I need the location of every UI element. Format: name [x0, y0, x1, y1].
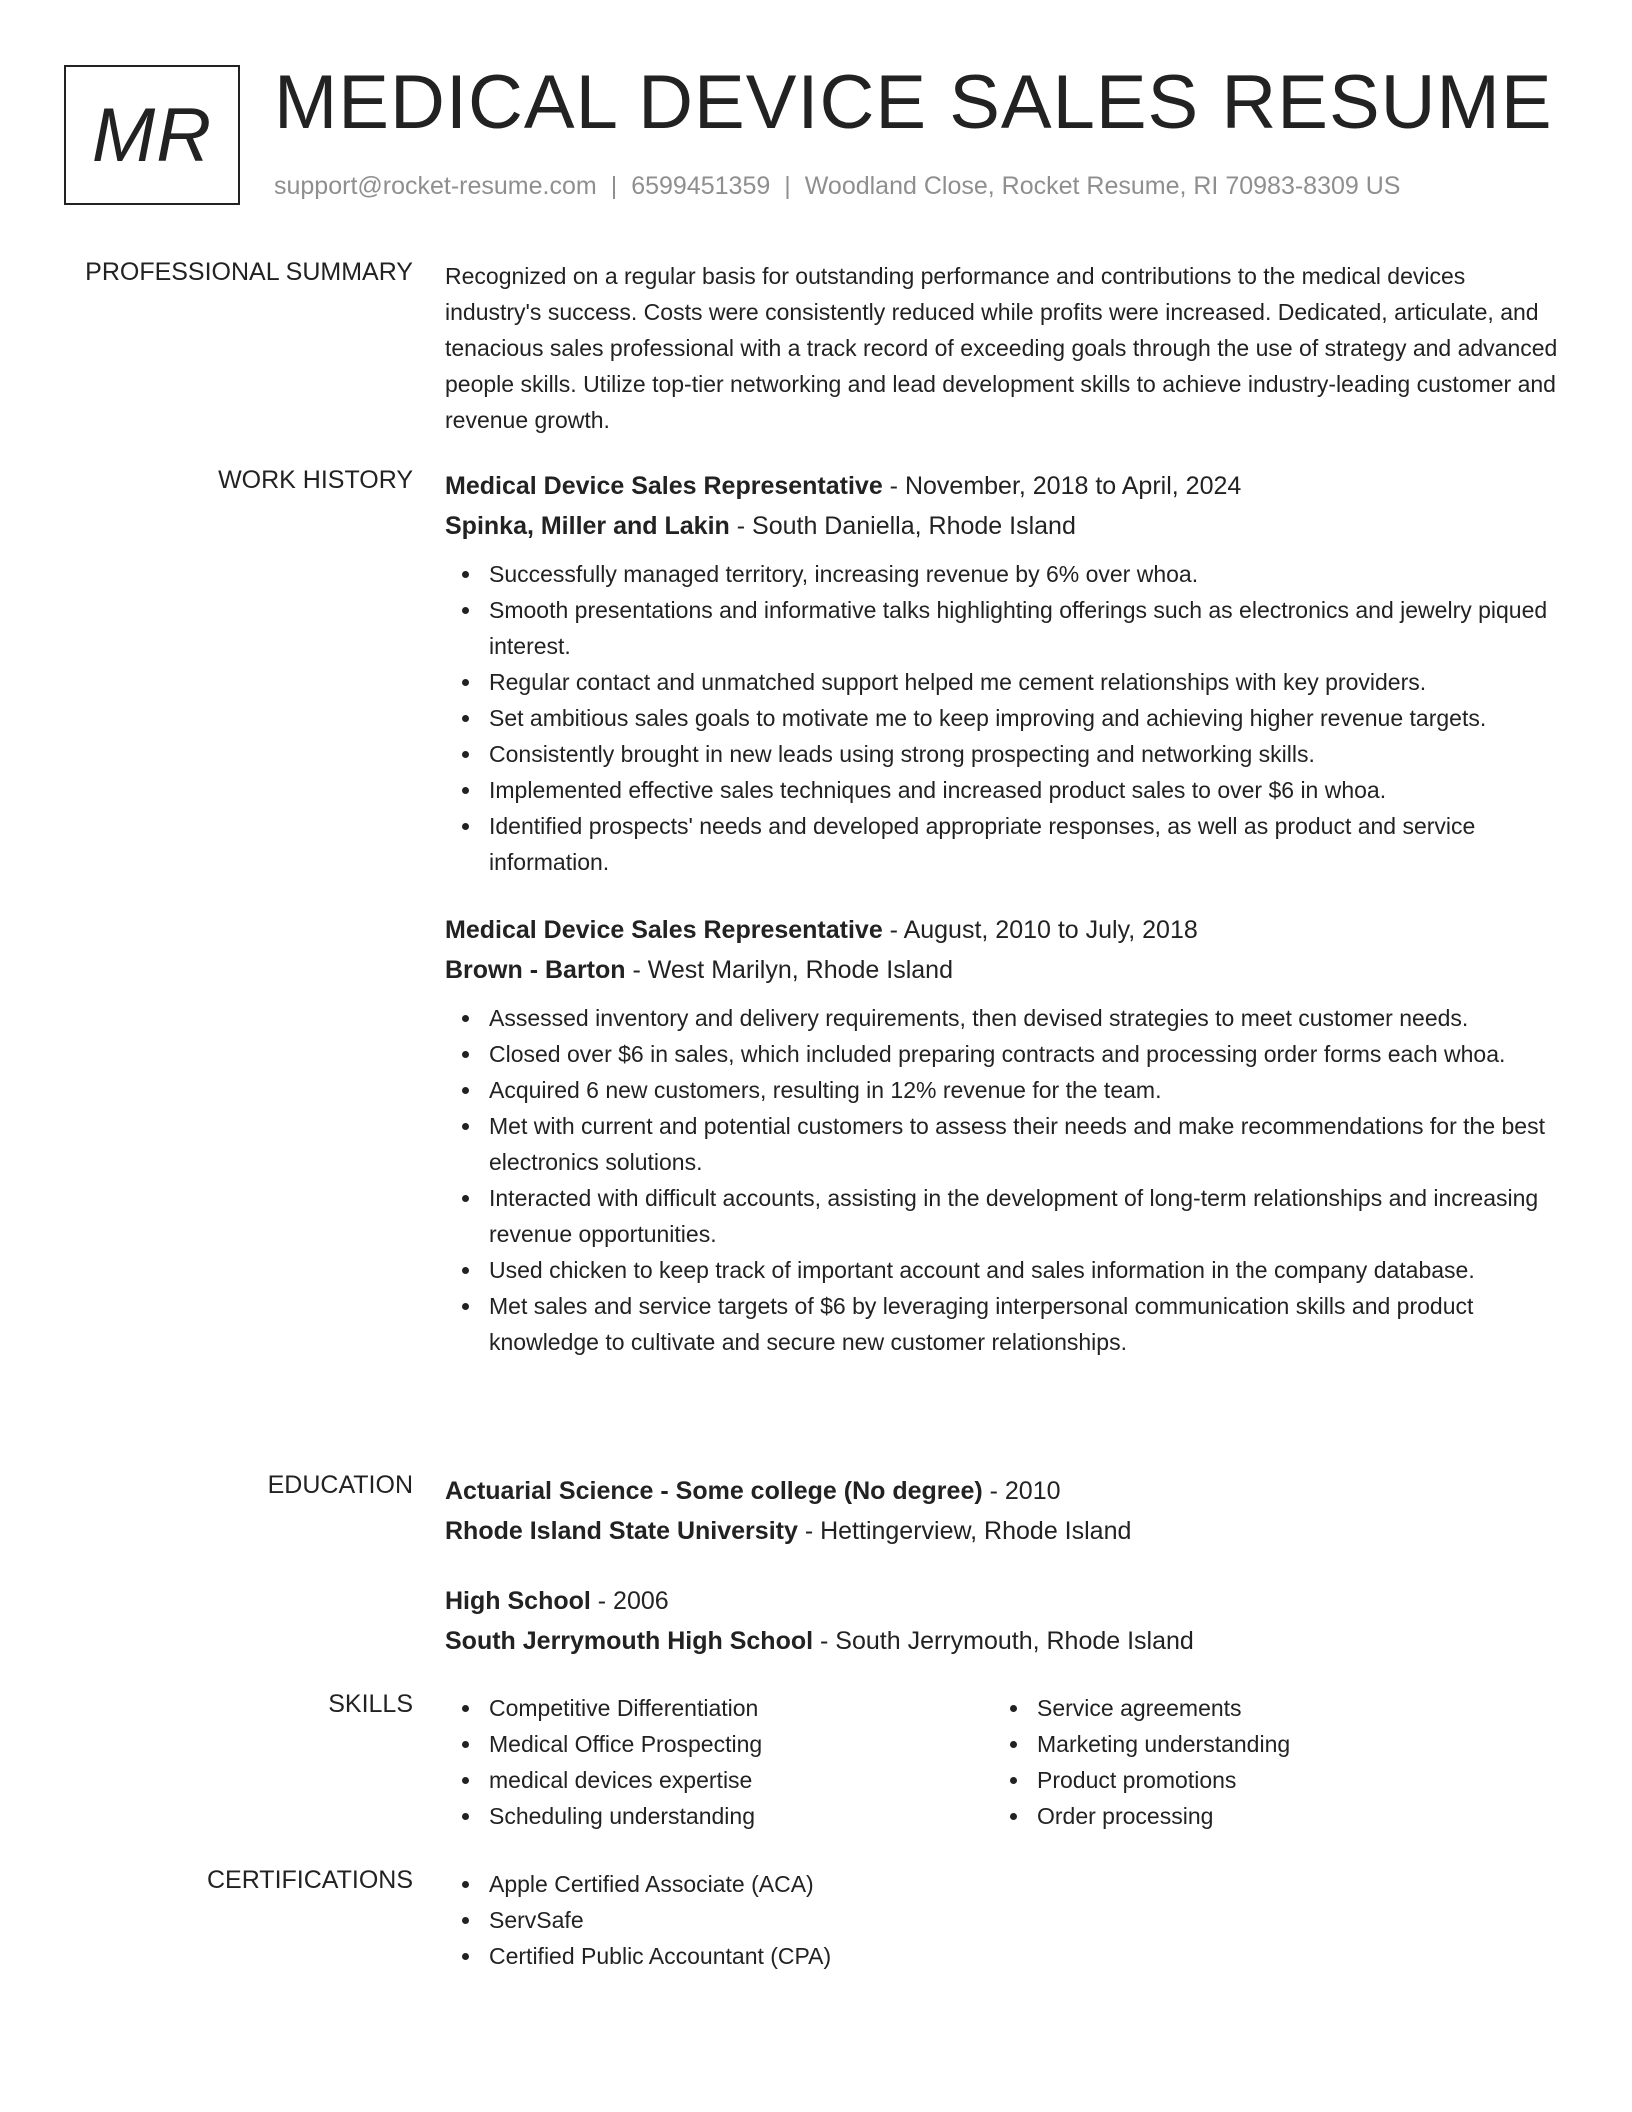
resume-title: MEDICAL DEVICE SALES RESUME [274, 60, 1553, 145]
skills-list [445, 1690, 993, 1834]
education-body [445, 1471, 1565, 1661]
section-label-education: EDUCATION [267, 1471, 413, 1499]
contact-phone[interactable]: 6599451359 [631, 172, 771, 200]
education-location: - Hettingerview, Rhode Island [797, 1517, 1132, 1545]
list-item: ServSafe [489, 1902, 1565, 1938]
list-item: Regular contact and unmatched support helped me cement relationships with key providers. [489, 664, 1565, 700]
contact-separator: | [784, 172, 791, 200]
education-year: - 2010 [982, 1477, 1061, 1505]
contact-line [274, 172, 1400, 201]
job-bullet-list [445, 556, 1565, 880]
skills-body [445, 1690, 1565, 1834]
list-item: Closed over $6 in sales, which included preparing contracts and processing order forms each whoa. [489, 1036, 1565, 1072]
section-label-summary: PROFESSIONAL SUMMARY [85, 258, 413, 286]
list-item: Consistently brought in new leads using strong prospecting and networking skills. [489, 736, 1565, 772]
job-entry [445, 466, 1565, 880]
education-degree-line [445, 1471, 1565, 1511]
job-title-line [445, 910, 1565, 950]
education-school: South Jerrymouth High School [445, 1627, 814, 1655]
job-company: Brown - Barton [445, 956, 626, 984]
certifications-body [445, 1866, 1565, 1974]
list-item: Marketing understanding [1037, 1726, 1541, 1762]
list-item: Competitive Differentiation [489, 1690, 993, 1726]
list-item: Apple Certified Associate (ACA) [489, 1866, 1565, 1902]
education-school-line [445, 1511, 1565, 1551]
education-entry [445, 1581, 1565, 1661]
list-item: Smooth presentations and informative talks highlighting offerings such as electronics and jewelry piqued interest. [489, 592, 1565, 664]
list-item: medical devices expertise [489, 1762, 993, 1798]
section-label-work-history: WORK HISTORY [218, 466, 413, 494]
list-item: Met sales and service targets of $6 by leveraging interpersonal communication skills and product knowledge to cultivate and secure new customer relationships. [489, 1288, 1565, 1360]
job-location: - South Daniella, Rhode Island [729, 512, 1076, 540]
monogram-badge: MR [64, 65, 240, 205]
education-entry [445, 1471, 1565, 1551]
list-item: Used chicken to keep track of important account and sales information in the company database. [489, 1252, 1565, 1288]
list-item: Scheduling understanding [489, 1798, 993, 1834]
skills-columns [445, 1690, 1565, 1834]
education-location: - South Jerrymouth, Rhode Island [813, 1627, 1194, 1655]
list-item: Medical Office Prospecting [489, 1726, 993, 1762]
job-title: Medical Device Sales Representative [445, 916, 883, 944]
skills-list [993, 1690, 1541, 1834]
job-dates: - August, 2010 to July, 2018 [882, 916, 1198, 944]
list-item: Acquired 6 new customers, resulting in 12% revenue for the team. [489, 1072, 1565, 1108]
list-item: Assessed inventory and delivery requirements, then devised strategies to meet customer needs. [489, 1000, 1565, 1036]
education-degree: Actuarial Science - Some college (No degree) [445, 1477, 983, 1505]
contact-separator: | [610, 172, 618, 200]
education-degree: High School [445, 1587, 591, 1615]
job-location: - West Marilyn, Rhode Island [625, 956, 953, 984]
job-company-line [445, 950, 1565, 990]
summary-body [445, 258, 1565, 438]
skills-column-left [445, 1690, 993, 1834]
job-entry [445, 910, 1565, 1360]
list-item: Product promotions [1037, 1762, 1541, 1798]
list-item: Set ambitious sales goals to motivate me to keep improving and achieving higher revenue targets. [489, 700, 1565, 736]
contact-email[interactable]: support@rocket-resume.com [274, 172, 597, 200]
education-school: Rhode Island State University [445, 1517, 798, 1545]
list-item: Successfully managed territory, increasing revenue by 6% over whoa. [489, 556, 1565, 592]
education-school-line [445, 1621, 1565, 1661]
summary-text: Recognized on a regular basis for outstanding performance and contributions to the medical devices industry's success. Costs were consistently reduced while profits were increased. Dedicated, articulate, and tenacious sales professional with a track record of exceeding goals through the use of strategy and advanced people skills. Utilize top-tier networking and lead development skills to achieve industry-leading customer and revenue growth. [445, 263, 1558, 433]
list-item: Order processing [1037, 1798, 1541, 1834]
job-company-line [445, 506, 1565, 546]
work-history-body [445, 466, 1565, 1360]
job-company: Spinka, Miller and Lakin [445, 512, 730, 540]
list-item: Implemented effective sales techniques and increased product sales to over $6 in whoa. [489, 772, 1565, 808]
job-bullet-list [445, 1000, 1565, 1360]
resume-header [64, 60, 1564, 215]
job-title-line [445, 466, 1565, 506]
list-item: Met with current and potential customers to assess their needs and make recommendations for the best electronics solutions. [489, 1108, 1565, 1180]
list-item: Service agreements [1037, 1690, 1541, 1726]
skills-column-right [993, 1690, 1541, 1834]
list-item: Identified prospects' needs and developed appropriate responses, as well as product and service information. [489, 808, 1565, 880]
education-year: - 2006 [590, 1587, 669, 1615]
list-item: Interacted with difficult accounts, assisting in the development of long-term relationships and increasing revenue opportunities. [489, 1180, 1565, 1252]
section-label-certifications: CERTIFICATIONS [206, 1866, 413, 1894]
section-label-skills: SKILLS [328, 1690, 413, 1718]
list-item: Certified Public Accountant (CPA) [489, 1938, 1565, 1974]
job-dates: - November, 2018 to April, 2024 [882, 472, 1242, 500]
education-degree-line [445, 1581, 1565, 1621]
contact-address: Woodland Close, Rocket Resume, RI 70983-8309 US [804, 172, 1401, 200]
job-title: Medical Device Sales Representative [445, 472, 883, 500]
certifications-list [445, 1866, 1565, 1974]
